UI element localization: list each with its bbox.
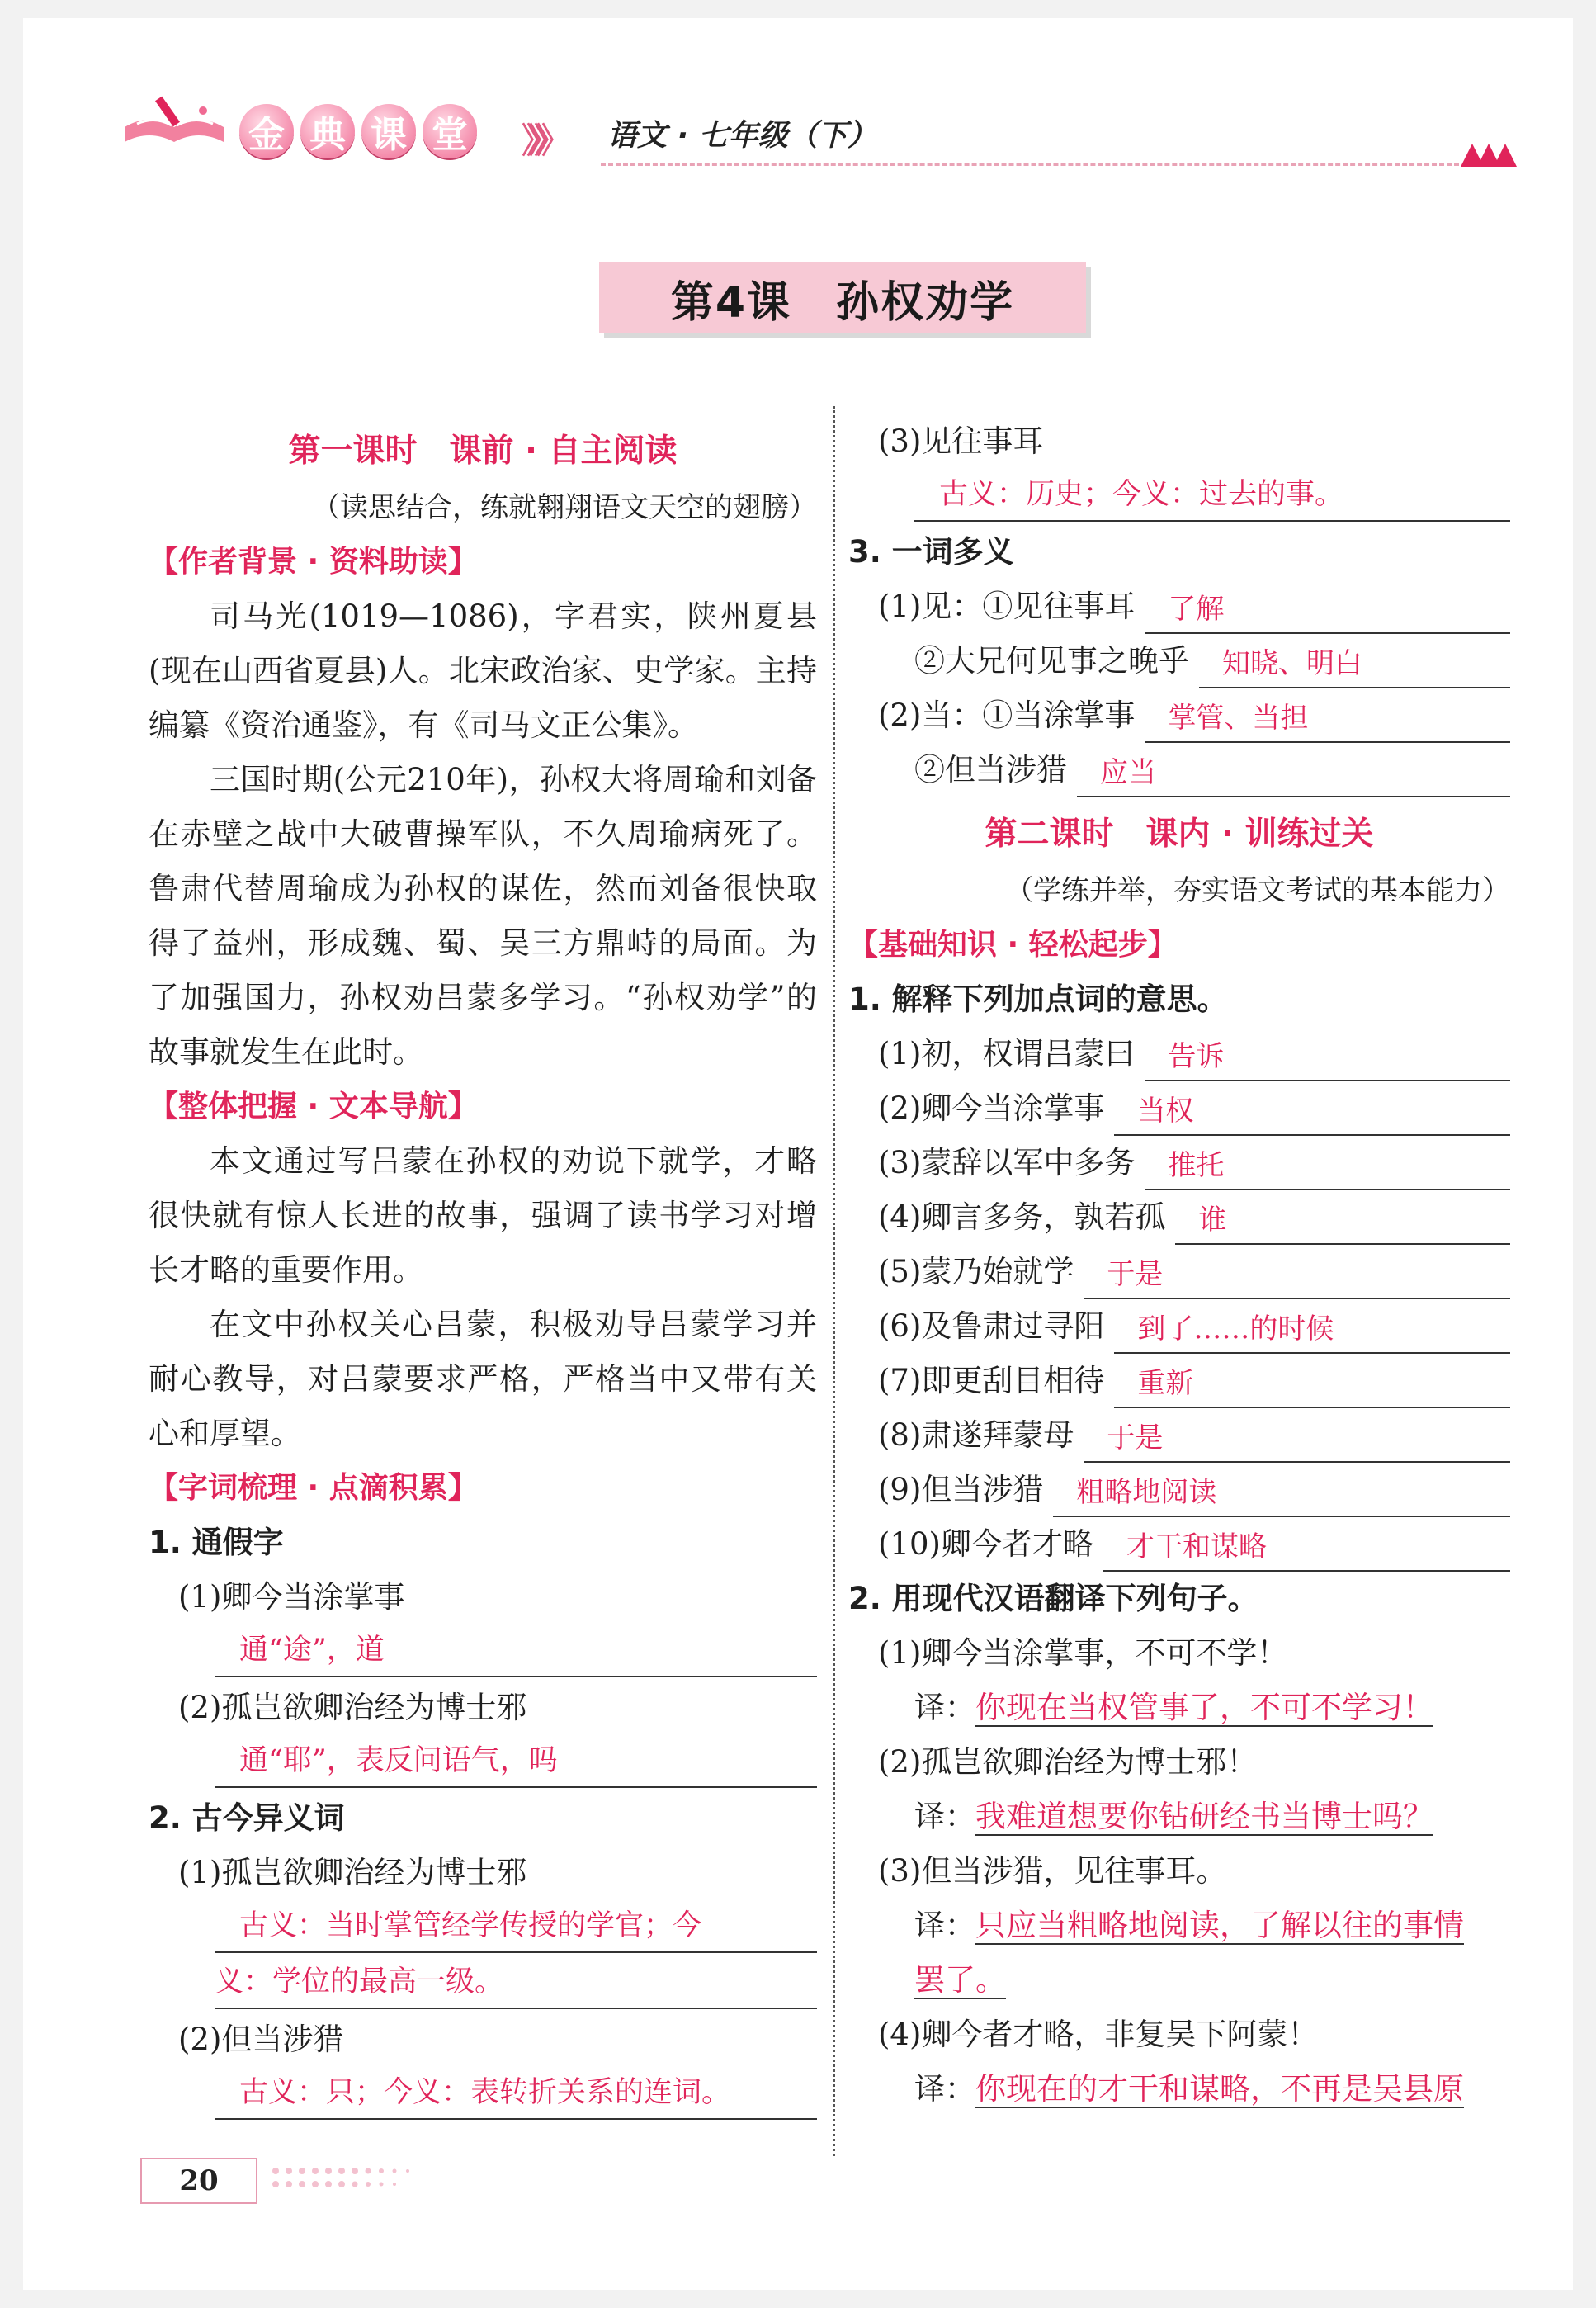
question: (1)卿今当涂掌事 — [178, 1579, 405, 1615]
question: (2)当：①当涂掌事 — [878, 698, 1136, 733]
explain-row — [848, 1081, 1510, 1136]
translate-label: 2. 用现代汉语翻译下列句子。 — [848, 1581, 1258, 1616]
answer-line: 古义：当时掌管经学传授的学官；今 — [215, 1900, 817, 1953]
duoyi-row — [848, 743, 1510, 797]
chevron-icon: 》》》 — [522, 121, 562, 161]
answer-line: 掌管、当担 — [1145, 695, 1510, 743]
triangle-decoration-icon — [1461, 140, 1518, 168]
answer-line: 应当 — [1077, 750, 1510, 797]
page-number: 20 — [140, 2158, 257, 2204]
question: (6)及鲁肃过寻阳 — [878, 1308, 1105, 1344]
explain-row — [848, 1354, 1510, 1408]
author-heading: 【作者背景 · 资料助读】 — [149, 545, 478, 579]
translation-line — [848, 1681, 1510, 1735]
answer-line: 知晓、明白 — [1199, 641, 1510, 688]
answer-line: 通“耶”，表反问语气，吗 — [215, 1735, 817, 1788]
overall-paragraph-2: 在文中孙权关心吕蒙，积极劝导吕蒙学习并耐心教导，对吕蒙要求严格，严格当中又带有关心和厚望。 — [149, 1307, 817, 1451]
answer-line: 推托 — [1145, 1142, 1510, 1190]
overall-heading: 【整体把握 · 文本导航】 — [149, 1090, 478, 1123]
question: (4)卿言多务，孰若孤 — [878, 1199, 1166, 1235]
question: ②但当涉猎 — [914, 752, 1067, 787]
duoyi-label: 3. 一词多义 — [848, 534, 1014, 570]
answer-line: 古义：只；今义：表转折关系的连词。 — [215, 2067, 817, 2120]
lesson-title: 第4课 孙权劝学 — [599, 262, 1086, 333]
answer-line: 到了……的时候 — [1114, 1306, 1510, 1354]
question: (1)初，权谓吕蒙曰 — [878, 1036, 1136, 1071]
overall-paragraph: 本文通过写吕蒙在孙权的劝说下就学，才略很快就有惊人长进的故事，强调了读书学习对增长才略的重要作用。 — [149, 1143, 817, 1288]
explain-row — [848, 1245, 1510, 1299]
answer: 只应当粗略地阅读，了解以往的事情 — [975, 1908, 1464, 1943]
translation-line — [848, 1790, 1510, 1844]
column-divider — [833, 406, 835, 2156]
question: (3)见往事耳 — [878, 423, 1044, 459]
explain-row — [848, 1299, 1510, 1354]
explain-row — [848, 1027, 1510, 1081]
question: (3)蒙辞以军中多务 — [878, 1145, 1136, 1180]
section1-motto: （读思结合，练就翱翔语文天空的翅膀） — [312, 491, 817, 524]
book-pencil-logo-icon — [120, 94, 228, 152]
question: (10)卿今者才略 — [878, 1526, 1093, 1562]
tongjia-label: 1. 通假字 — [149, 1525, 284, 1560]
answer-line: 重新 — [1114, 1360, 1510, 1408]
explain-row — [848, 1408, 1510, 1463]
question: (2)但当涉猎 — [178, 2022, 344, 2057]
left-column — [149, 414, 817, 2123]
translation-line — [848, 1899, 1510, 1953]
explain-row — [848, 1517, 1510, 1572]
answer-line: 于是 — [1084, 1251, 1510, 1299]
answer: 你现在当权管事了，不可不学习！ — [975, 1690, 1433, 1725]
answer-line: 当权 — [1114, 1088, 1510, 1136]
translate-prefix: 译： — [914, 2071, 975, 2107]
right-column — [848, 414, 1510, 2116]
section2-motto: （学练并举，夯实语文考试的基本能力） — [1005, 874, 1510, 907]
answer: 罢了。 — [914, 1962, 1006, 1998]
answer-line: 谁 — [1175, 1197, 1510, 1245]
section2-title: 第二课时 课内 · 训练过关 — [985, 816, 1374, 853]
question: (1)见：①见往事耳 — [878, 589, 1136, 624]
answer-line: 了解 — [1145, 586, 1510, 634]
explain-row — [848, 1190, 1510, 1245]
question: (4)卿今者才略，非复吴下阿蒙！ — [878, 2017, 1319, 2052]
answer-line: 粗略地阅读 — [1053, 1469, 1510, 1517]
translate-prefix: 译： — [914, 1690, 975, 1725]
question: (2)孤岂欲卿治经为博士邪！ — [878, 1744, 1258, 1780]
basic-heading: 【基础知识 · 轻松起步】 — [848, 928, 1178, 962]
question: ②大兄何见事之晚乎 — [914, 643, 1189, 679]
brand-logo — [239, 104, 477, 158]
header-divider — [601, 163, 1459, 166]
answer-line: 义：学位的最高一级。 — [215, 1956, 817, 2009]
gujin-label: 2. 古今异义词 — [149, 1800, 345, 1836]
question: (5)蒙乃始就学 — [878, 1254, 1074, 1289]
duoyi-row — [848, 634, 1510, 688]
question: (1)卿今当涂掌事，不可不学！ — [878, 1635, 1288, 1671]
answer-line: 才干和谋略 — [1103, 1524, 1510, 1572]
duoyi-row — [848, 688, 1510, 743]
subject-label: 语文 · 七年级（下） — [607, 119, 877, 153]
answer: 我难道想要你钻研经书当博士吗？ — [975, 1799, 1433, 1834]
explain-row — [848, 1136, 1510, 1190]
translation-line — [848, 2062, 1510, 2116]
question: (1)孤岂欲卿治经为博士邪 — [178, 1855, 527, 1890]
duoyi-row — [848, 579, 1510, 634]
dot-pattern-decoration-icon — [271, 2164, 518, 2197]
question: (3)但当涉猎，见往事耳。 — [878, 1853, 1227, 1889]
translation-line-cont — [848, 1953, 1510, 2008]
brand-char: 金 — [239, 104, 294, 158]
brand-char: 典 — [300, 104, 355, 158]
question: (2)孤岂欲卿治经为博士邪 — [178, 1690, 527, 1725]
question: (7)即更刮目相待 — [878, 1363, 1105, 1398]
question: (2)卿今当涂掌事 — [878, 1090, 1105, 1126]
answer-line: 古义：历史；今义：过去的事。 — [914, 469, 1510, 522]
answer-line: 于是 — [1084, 1415, 1510, 1463]
question: (9)但当涉猎 — [878, 1472, 1044, 1507]
answer: 你现在的才干和谋略，不再是吴县原 — [975, 2071, 1464, 2107]
words-heading: 【字词梳理 · 点滴积累】 — [149, 1471, 478, 1505]
page — [23, 18, 1573, 2290]
brand-char: 课 — [361, 104, 416, 158]
explain-label: 1. 解释下列加点词的意思。 — [848, 981, 1228, 1017]
brand-char: 堂 — [423, 104, 477, 158]
history-paragraph: 三国时期(公元210年)，孙权大将周瑜和刘备在赤壁之战中大破曹操军队，不久周瑜病死了。鲁肃代替周瑜成为孙权的谋佐，然而刘备很快取得了益州，形成魏、蜀、吴三方鼎峙的局面。为了加强国力，孙权劝吕蒙多学习。“孙权劝学”的故事就发生在此时。 — [149, 762, 817, 1070]
author-paragraph: 司马光(1019—1086)，字君实，陕州夏县(现在山西省夏县)人。北宋政治家、史学家。主持编纂《资治通鉴》，有《司马文正公集》。 — [149, 598, 817, 743]
answer-line: 通“途”，道 — [215, 1625, 817, 1677]
answer-line: 告诉 — [1145, 1033, 1510, 1081]
section1-title: 第一课时 课前 · 自主阅读 — [288, 433, 678, 470]
question: (8)肃遂拜蒙母 — [878, 1417, 1074, 1453]
translate-prefix: 译： — [914, 1799, 975, 1834]
explain-row — [848, 1463, 1510, 1517]
translate-prefix: 译： — [914, 1908, 975, 1943]
